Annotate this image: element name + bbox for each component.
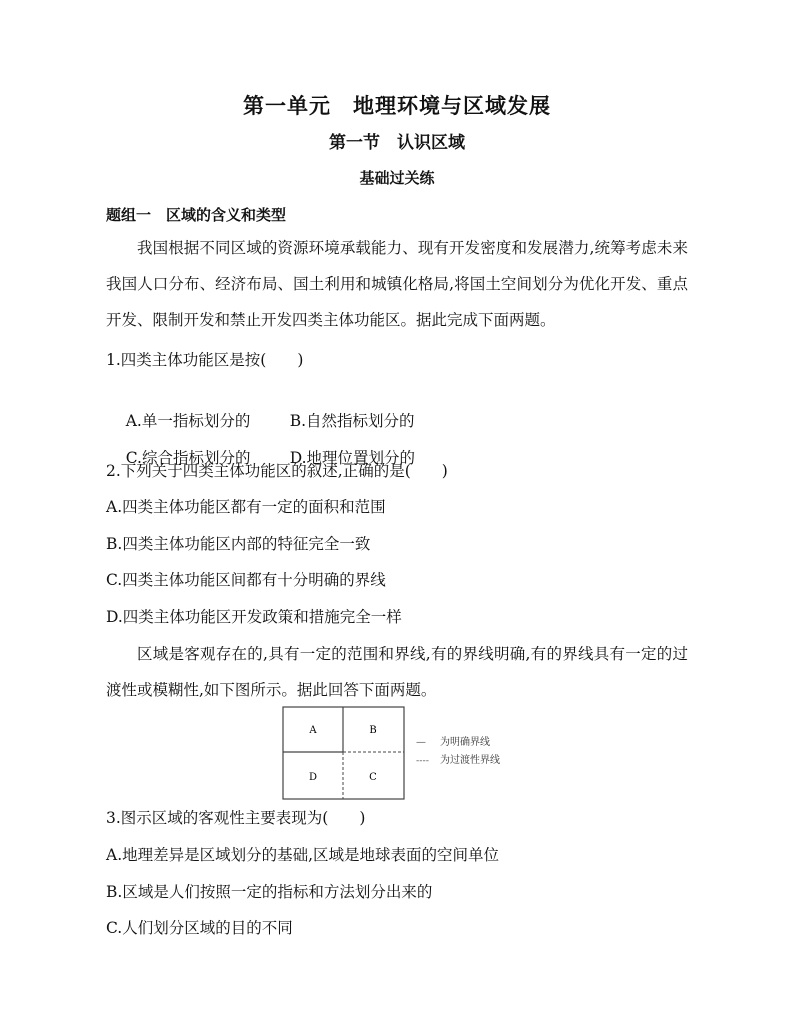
question-3-option-b[interactable]: B.区域是人们按照一定的指标和方法划分出来的 <box>106 883 433 901</box>
question-1-options-row-2 <box>106 422 415 494</box>
section-title: 第一节 认识区域 <box>329 133 465 153</box>
question-1-option-a[interactable]: A.单一指标划分的 <box>125 412 251 430</box>
passage-2: 区域是客观存在的,具有一定的范围和界线,有的界线明确,有的界线具有一定的过渡性或模糊性,如下图所示。据此回答下面两题。 <box>106 645 688 699</box>
question-group-heading: 题组一 区域的含义和类型 <box>106 206 287 224</box>
question-2-option-a[interactable]: A.四类主体功能区都有一定的面积和范围 <box>106 498 386 516</box>
subsection-title: 基础过关练 <box>359 169 435 187</box>
question-2-option-b[interactable]: B.四类主体功能区内部的特征完全一致 <box>106 535 371 553</box>
diagram-cell-b: B <box>369 725 377 736</box>
question-1-option-b[interactable]: B.自然指标划分的 <box>289 412 415 430</box>
diagram-cell-c: C <box>369 772 377 783</box>
question-3-option-a[interactable]: A.地理差异是区域划分的基础,区域是地球表面的空间单位 <box>106 846 500 864</box>
question-1-stem: 1.四类主体功能区是按( ) <box>106 351 304 369</box>
diagram-cell-d: D <box>308 772 318 783</box>
legend-solid-label: 为明确界线 <box>440 737 490 748</box>
passage-1: 我国根据不同区域的资源环境承载能力、现有开发密度和发展潜力,统筹考虑未来我国人口分布、经济布局、国土利用和城镇化格局,将国土空间划分为优化开发、重点开发、限制开发和禁止开发四类主体功能区。据此完成下面两题。 <box>106 239 688 329</box>
unit-title: 第一单元 地理环境与区域发展 <box>243 94 551 118</box>
legend-dashed-label: 为过渡性界线 <box>440 755 500 766</box>
question-1-option-d[interactable]: D.地理位置划分的 <box>289 449 416 467</box>
boundary-diagram-svg <box>282 706 522 802</box>
question-2-option-d[interactable]: D.四类主体功能区开发政策和措施完全一样 <box>106 608 402 626</box>
legend-solid-symbol: — <box>416 737 426 748</box>
question-1-option-c[interactable]: C.综合指标划分的 <box>125 449 251 467</box>
question-3-option-c[interactable]: C.人们划分区域的目的不同 <box>106 919 293 937</box>
question-3-stem: 3.图示区域的客观性主要表现为( ) <box>106 809 366 827</box>
diagram-cell-a: A <box>309 725 317 736</box>
legend-dashed-symbol: ---- <box>416 756 429 766</box>
region-boundary-diagram <box>282 706 522 802</box>
question-2-option-c[interactable]: C.四类主体功能区间都有十分明确的界线 <box>106 571 386 589</box>
question-2-stem: 2.下列关于四类主体功能区的叙述,正确的是( ) <box>106 462 448 480</box>
